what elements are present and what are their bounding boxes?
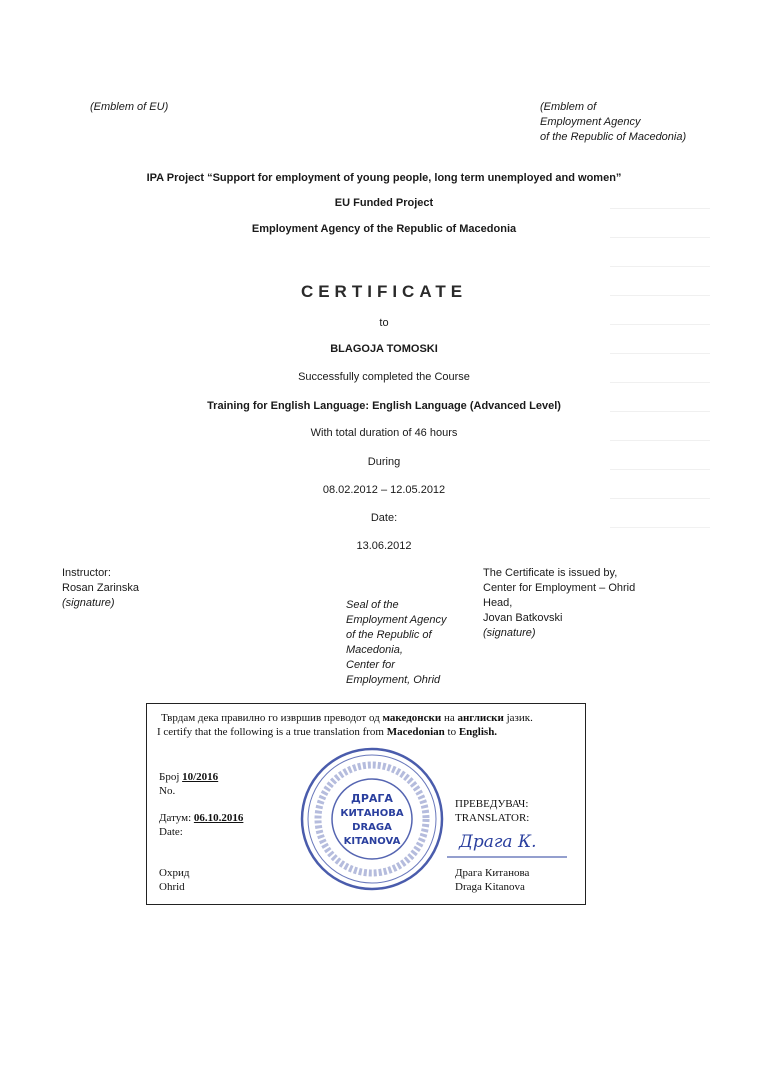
stamp-outer-ring-inner [308, 755, 436, 883]
translator-name-en: Draga Kitanova [455, 881, 525, 893]
seal-line: Seal of the [346, 599, 399, 611]
translation-certification-box [146, 703, 586, 905]
seal-line: Center for [346, 659, 395, 671]
course-period: 08.02.2012 – 12.05.2012 [322, 484, 446, 496]
stamp-center-line: DRAGA [352, 822, 392, 833]
certify-en-connector: to [447, 726, 457, 738]
course-duration: With total duration of 46 hours [310, 427, 458, 439]
instructor-label: Instructor: [62, 567, 111, 579]
emblem-agency-line: (Emblem of [540, 101, 597, 113]
number-value: 10/2016 [182, 771, 219, 783]
instructor-signature: (signature) [62, 597, 115, 609]
certify-en-source-lang: Macedonian [386, 726, 445, 738]
certify-mk-text: Тврдам дека правилно го извршив преводот од [161, 712, 380, 724]
certify-en-target-lang: English. [458, 726, 498, 738]
instructor-block [62, 566, 139, 611]
certificate-date: 13.06.2012 [356, 540, 412, 552]
translator-signature: Драга К. [459, 832, 537, 852]
project-agency: Employment Agency of the Republic of Macedonia [251, 223, 517, 235]
issuer-block [483, 566, 635, 641]
date-value: 06.10.2016 [193, 812, 244, 824]
project-title: IPA Project “Support for employment of young people, long term unemployed and women” [146, 172, 622, 184]
seal-description [346, 598, 446, 688]
issuer-line: The Certificate is issued by, [483, 567, 618, 579]
stamp-ring-text-band [318, 765, 426, 873]
translator-label-en: TRANSLATOR: [455, 812, 530, 824]
stamp-center-line: ДРАГА [351, 792, 393, 805]
place-mk: Охрид [159, 867, 190, 879]
issuer-line: Head, [483, 597, 513, 609]
translator-label-mk: ПРЕВЕДУВАЧ: [455, 798, 529, 810]
certify-line-mk [161, 712, 533, 724]
recipient-name: BLAGOJA TOMOSKI [330, 343, 438, 355]
course-name: Training for English Language: English Language (Advanced Level) [207, 400, 561, 412]
date-label-en: Date: [159, 826, 183, 838]
place-en: Ohrid [159, 881, 185, 893]
emblem-agency-line: of the Republic of Macedonia) [540, 131, 687, 143]
translator-stamp-icon [297, 744, 447, 894]
certify-en-text: I certify that the following is a true translation from [157, 726, 384, 738]
certify-mk-target-lang: англиски [457, 712, 504, 724]
signature-underline [447, 854, 567, 860]
emblem-eu-label: (Emblem of EU) [90, 101, 169, 113]
seal-line: Employment Agency [346, 614, 447, 626]
during-label: During [367, 456, 401, 468]
project-funded: EU Funded Project [334, 197, 434, 209]
certify-mk-connector: на [443, 712, 455, 724]
completed-text: Successfully completed the Course [298, 371, 470, 383]
emblem-agency-line: Employment Agency [540, 116, 641, 128]
certify-line-en [157, 726, 497, 738]
date-field [159, 812, 243, 824]
certify-mk-source-lang: македонски [382, 712, 442, 724]
instructor-name: Rosan Zarinska [62, 582, 140, 594]
emblem-agency-label [540, 100, 686, 145]
date-label: Date: [370, 512, 398, 524]
date-label-mk: Датум: [159, 812, 192, 824]
issuer-line: Center for Employment – Ohrid [483, 582, 636, 594]
issuer-signature: (signature) [483, 627, 536, 639]
seal-line: of the Republic of [346, 629, 432, 641]
issuer-name: Jovan Batkovski [483, 612, 563, 624]
stamp-center-line: KITANOVA [343, 836, 401, 847]
translator-name-mk: Драга Китанова [455, 867, 530, 879]
number-label-en: No. [159, 785, 176, 797]
certificate-title: CERTIFICATE [300, 282, 468, 301]
seal-line: Macedonia, [346, 644, 403, 656]
certify-mk-end: јазик. [506, 712, 533, 724]
seal-line: Employment, Ohrid [346, 674, 441, 686]
stamp-center-line: КИТАНОВА [340, 808, 404, 819]
stamp-inner-ring [332, 779, 412, 859]
certificate-to: to [379, 317, 389, 329]
number-field [159, 771, 218, 783]
stamp-outer-ring [302, 749, 442, 889]
number-label-mk: Број [159, 771, 180, 783]
